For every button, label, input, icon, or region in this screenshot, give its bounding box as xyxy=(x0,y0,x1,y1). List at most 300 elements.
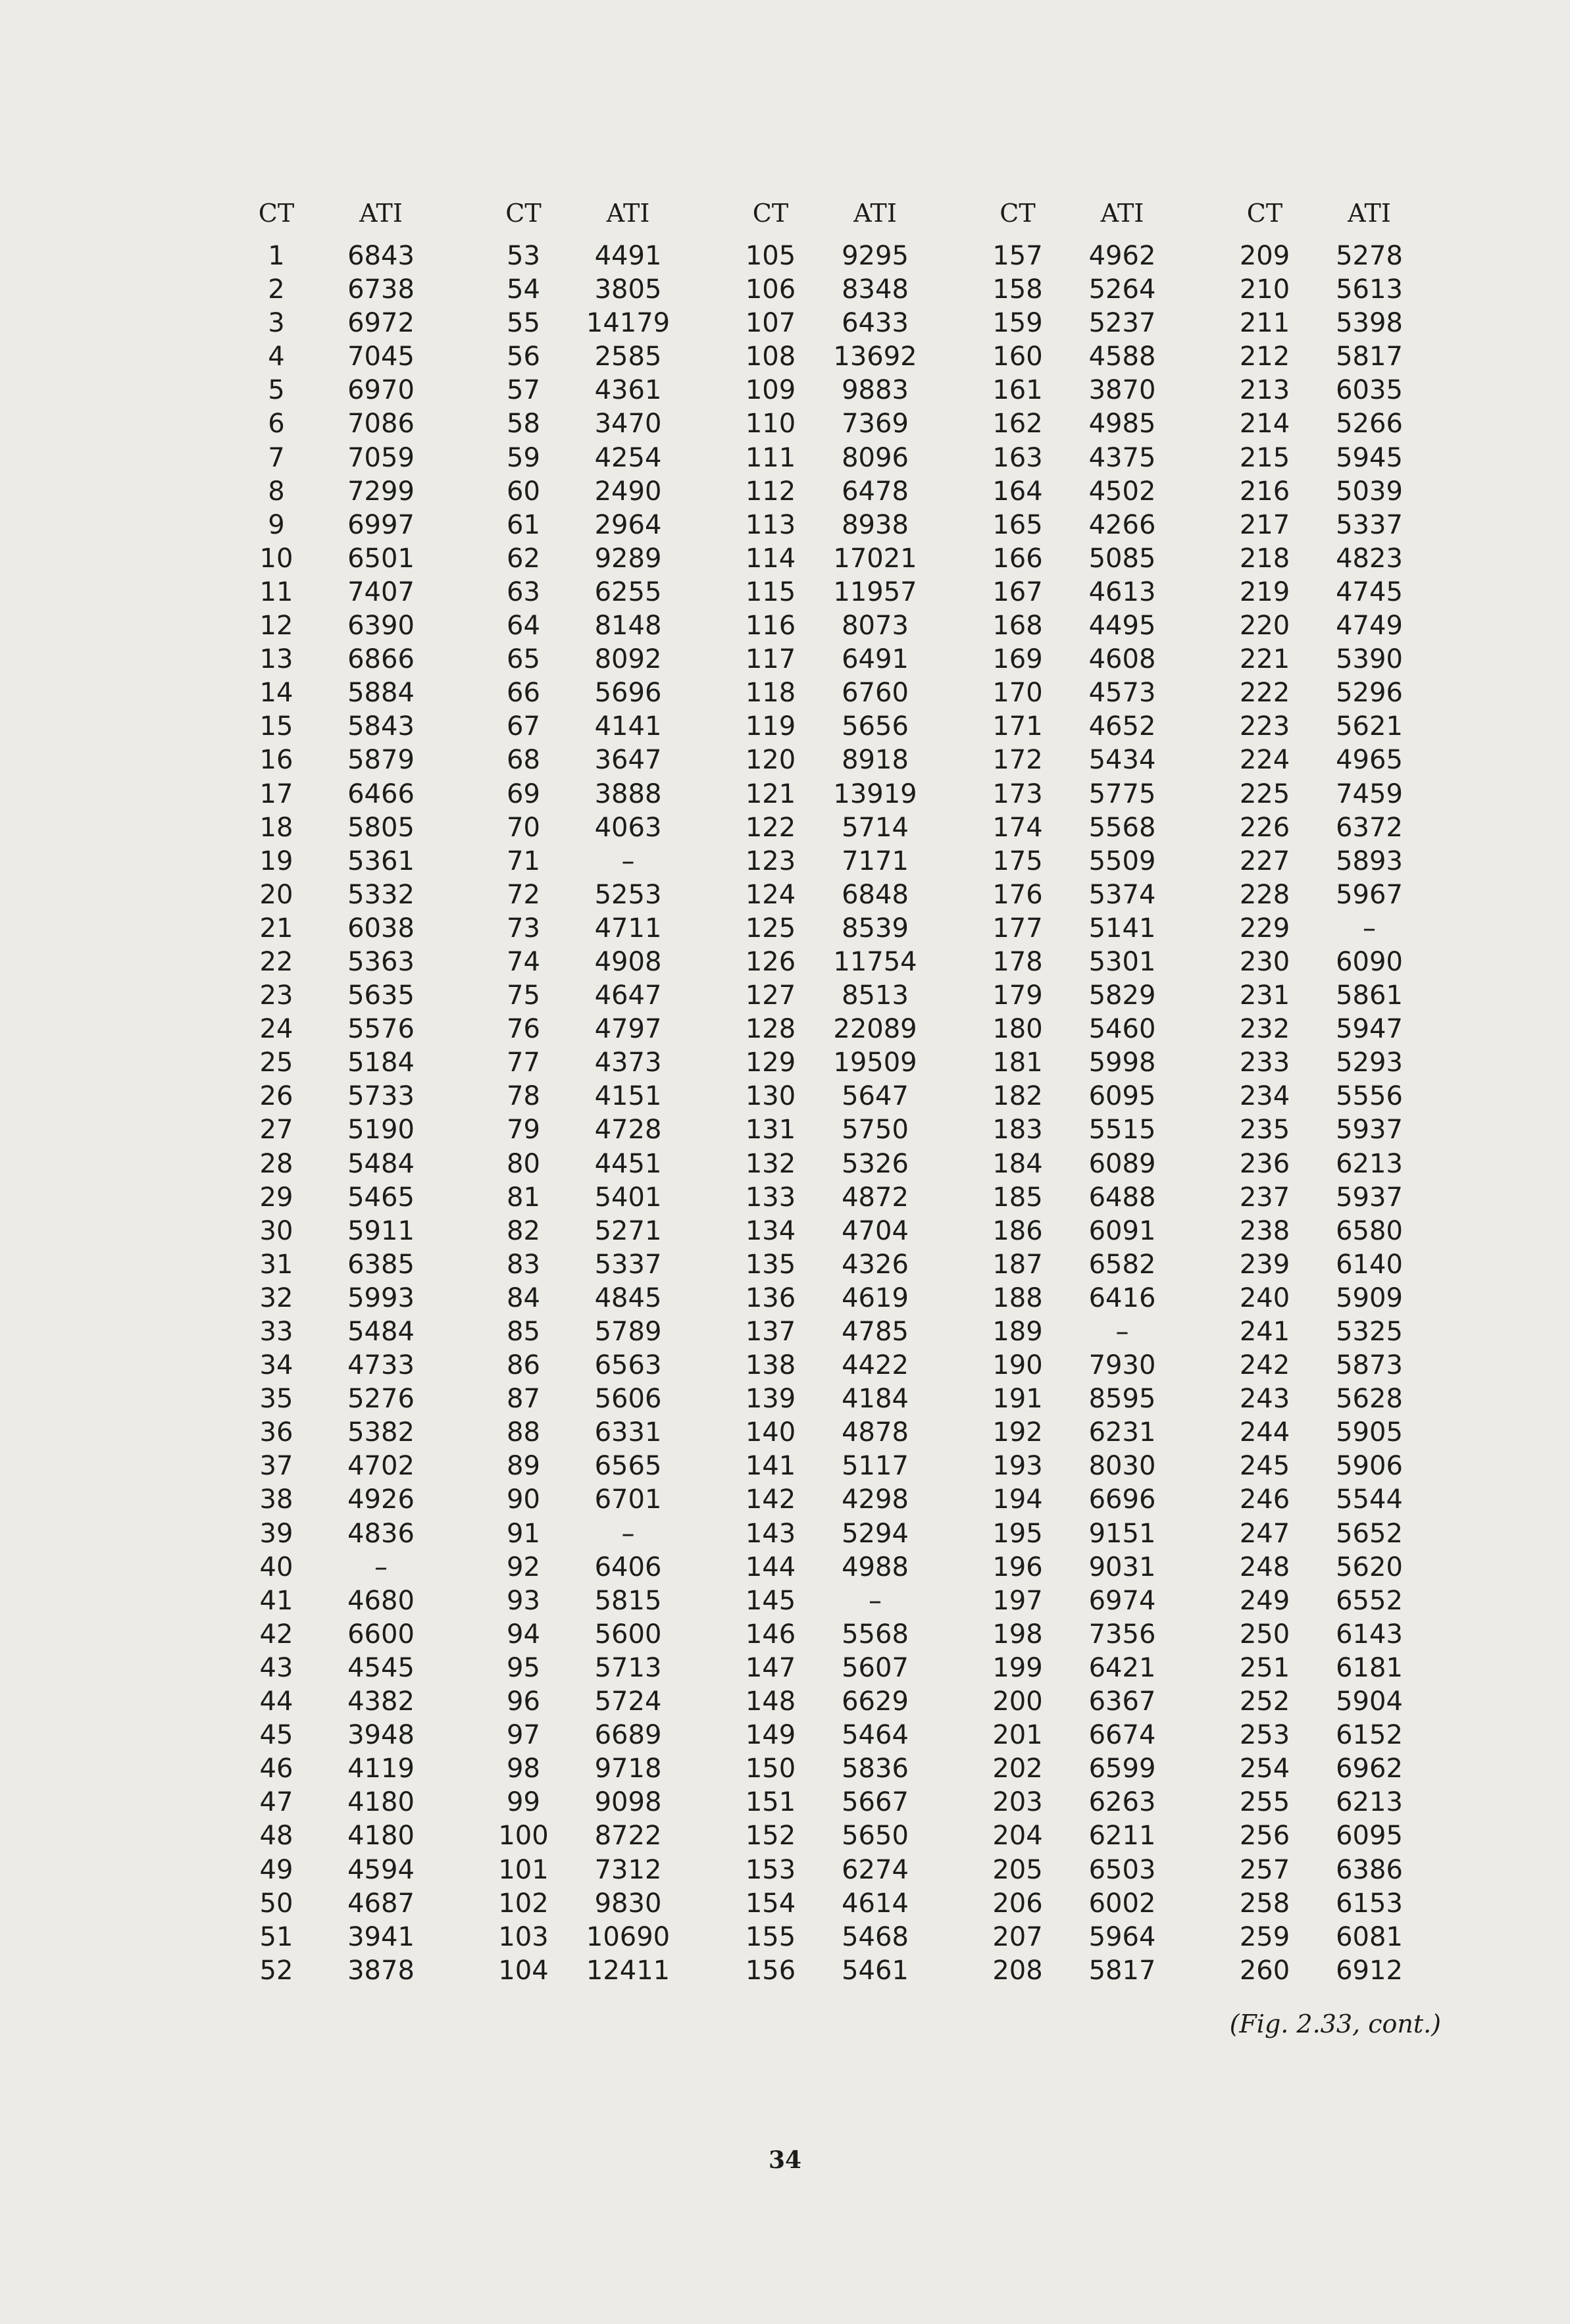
ati-cell: 6582 xyxy=(1088,1249,1156,1280)
ati-cell: 6501 xyxy=(347,543,415,574)
ct-cell: 133 xyxy=(745,1182,796,1213)
ati-cell: 2490 xyxy=(594,476,662,507)
ct-cell: 78 xyxy=(507,1081,540,1112)
ct-cell: 208 xyxy=(992,1955,1043,1986)
ati-cell: 7930 xyxy=(1088,1350,1156,1381)
ati-cell: 6367 xyxy=(1088,1686,1156,1717)
ct-cell: 234 xyxy=(1239,1081,1290,1112)
ct-cell: 159 xyxy=(992,308,1043,339)
ati-cell: 6580 xyxy=(1336,1215,1403,1246)
ct-cell: 53 xyxy=(507,241,540,271)
ct-cell: 7 xyxy=(268,442,285,473)
ati-cell: 6255 xyxy=(594,576,662,607)
ati-cell: 5817 xyxy=(1336,341,1403,372)
ati-cell: 6211 xyxy=(1088,1821,1156,1852)
ct-cell: 217 xyxy=(1239,509,1290,540)
ati-cell: 5401 xyxy=(594,1182,662,1213)
ct-header: CT xyxy=(1000,199,1036,228)
ati-cell: 6629 xyxy=(842,1686,909,1717)
ati-cell: 2964 xyxy=(594,509,662,540)
ati-cell: 6689 xyxy=(594,1720,662,1751)
ati-cell: 3878 xyxy=(347,1955,415,1986)
ati-cell: 4962 xyxy=(1088,241,1156,271)
ct-cell: 73 xyxy=(507,913,540,944)
ct-cell: 127 xyxy=(745,980,796,1011)
ct-cell: 94 xyxy=(507,1619,540,1650)
ati-cell: 5085 xyxy=(1088,543,1156,574)
ct-cell: 144 xyxy=(745,1552,796,1582)
ct-cell: 125 xyxy=(745,913,796,944)
ati-cell: 5434 xyxy=(1088,745,1156,776)
ati-cell: 4361 xyxy=(594,375,662,406)
ct-cell: 204 xyxy=(992,1821,1043,1852)
ati-cell: 4749 xyxy=(1336,611,1403,642)
ct-cell: 162 xyxy=(992,409,1043,440)
ati-cell: 4711 xyxy=(594,913,662,944)
ati-cell: 4985 xyxy=(1088,409,1156,440)
ct-cell: 35 xyxy=(259,1384,293,1415)
ct-cell: 219 xyxy=(1239,576,1290,607)
ati-cell: 5184 xyxy=(347,1048,415,1078)
ati-cell: 22089 xyxy=(833,1014,917,1045)
ct-cell: 4 xyxy=(268,341,285,372)
ati-cell: 5515 xyxy=(1088,1115,1156,1146)
ct-cell: 131 xyxy=(745,1115,796,1146)
ati-cell: 5713 xyxy=(594,1652,662,1683)
ct-cell: 170 xyxy=(992,678,1043,709)
ct-column xyxy=(728,196,813,1988)
column-block-4 xyxy=(976,196,1185,1988)
ati-cell: 3941 xyxy=(347,1921,415,1952)
ati-cell: 6140 xyxy=(1336,1249,1403,1280)
ct-cell: 193 xyxy=(992,1451,1043,1482)
ati-cell: 5464 xyxy=(842,1720,909,1751)
ct-cell: 123 xyxy=(745,846,796,876)
ati-cell: 7407 xyxy=(347,576,415,607)
ati-cell: 6181 xyxy=(1336,1652,1403,1683)
ati-cell: 8092 xyxy=(594,644,662,675)
ati-cell: 6488 xyxy=(1088,1182,1156,1213)
ct-cell: 120 xyxy=(745,745,796,776)
ct-cell: 91 xyxy=(507,1518,540,1549)
ati-cell: 4119 xyxy=(347,1754,415,1784)
ati-cell: 6213 xyxy=(1336,1787,1403,1818)
ct-cell: 252 xyxy=(1239,1686,1290,1717)
ct-cell: 238 xyxy=(1239,1215,1290,1246)
ct-cell: 64 xyxy=(507,611,540,642)
ct-cell: 109 xyxy=(745,375,796,406)
ati-cell: 6152 xyxy=(1336,1720,1403,1751)
ati-cell: 6701 xyxy=(594,1484,662,1515)
ct-cell: 129 xyxy=(745,1048,796,1078)
ct-cell: 28 xyxy=(259,1148,293,1179)
ati-cell: 6552 xyxy=(1336,1585,1403,1616)
ct-cell: 138 xyxy=(745,1350,796,1381)
ct-cell: 66 xyxy=(507,678,540,709)
ati-cell: 6095 xyxy=(1088,1081,1156,1112)
ati-cell: 7171 xyxy=(842,846,909,876)
ati-cell: 11754 xyxy=(833,946,917,977)
ati-cell: 5909 xyxy=(1336,1282,1403,1313)
ati-cell: 6386 xyxy=(1336,1854,1403,1885)
ct-cell: 32 xyxy=(259,1282,293,1313)
ati-cell: – xyxy=(1115,1317,1129,1347)
ati-cell: 5613 xyxy=(1336,274,1403,305)
ct-cell: 108 xyxy=(745,341,796,372)
ct-cell: 155 xyxy=(745,1921,796,1952)
ati-cell: 6089 xyxy=(1088,1148,1156,1179)
ati-cell: 6866 xyxy=(347,644,415,675)
ct-cell: 244 xyxy=(1239,1417,1290,1448)
ct-cell: 222 xyxy=(1239,678,1290,709)
ati-cell: 8513 xyxy=(842,980,909,1011)
ati-cell: 5509 xyxy=(1088,846,1156,876)
ati-cell: 5374 xyxy=(1088,879,1156,910)
ct-cell: 10 xyxy=(259,543,293,574)
ct-cell: 236 xyxy=(1239,1148,1290,1179)
ct-cell: 156 xyxy=(745,1955,796,1986)
ct-cell: 13 xyxy=(259,644,293,675)
ct-cell: 83 xyxy=(507,1249,540,1280)
ati-cell: 9031 xyxy=(1088,1552,1156,1582)
ati-cell: 6466 xyxy=(347,778,415,809)
ct-cell: 255 xyxy=(1239,1787,1290,1818)
ct-cell: 51 xyxy=(259,1921,293,1952)
ati-cell: 5237 xyxy=(1088,308,1156,339)
ct-cell: 164 xyxy=(992,476,1043,507)
ct-cell: 148 xyxy=(745,1686,796,1717)
ati-cell: 4619 xyxy=(842,1282,909,1313)
ct-cell: 257 xyxy=(1239,1854,1290,1885)
ati-cell: 6738 xyxy=(347,274,415,305)
ct-cell: 190 xyxy=(992,1350,1043,1381)
ati-cell: 4495 xyxy=(1088,611,1156,642)
ati-cell: 5937 xyxy=(1336,1182,1403,1213)
ati-cell: 5947 xyxy=(1336,1014,1403,1045)
ati-cell: 5647 xyxy=(842,1081,909,1112)
ati-cell: 6563 xyxy=(594,1350,662,1381)
ati-header: ATI xyxy=(1100,199,1144,228)
ati-cell: 5271 xyxy=(594,1215,662,1246)
ati-cell: 6081 xyxy=(1336,1921,1403,1952)
ati-cell: 5264 xyxy=(1088,274,1156,305)
ct-cell: 101 xyxy=(498,1854,549,1885)
ct-cell: 168 xyxy=(992,611,1043,642)
ati-cell: 2585 xyxy=(594,341,662,372)
ct-cell: 60 xyxy=(507,476,540,507)
ct-cell: 246 xyxy=(1239,1484,1290,1515)
ct-cell: 1 xyxy=(268,241,285,271)
ct-cell: 141 xyxy=(745,1451,796,1482)
ct-cell: 3 xyxy=(268,308,285,339)
figure-caption: (Fig. 2.33, cont.) xyxy=(1229,2009,1441,2038)
ati-cell: 5556 xyxy=(1336,1081,1403,1112)
ati-header: ATI xyxy=(606,199,650,228)
ct-cell: 16 xyxy=(259,745,293,776)
ati-cell: 6038 xyxy=(347,913,415,944)
ati-cell: 5141 xyxy=(1088,913,1156,944)
ct-cell: 171 xyxy=(992,711,1043,742)
ct-cell: 256 xyxy=(1239,1821,1290,1852)
ct-cell: 124 xyxy=(745,879,796,910)
ct-cell: 104 xyxy=(498,1955,549,1986)
ct-cell: 137 xyxy=(745,1317,796,1347)
ati-cell: 9289 xyxy=(594,543,662,574)
ct-cell: 197 xyxy=(992,1585,1043,1616)
ct-cell: 147 xyxy=(745,1652,796,1683)
ct-cell: 107 xyxy=(745,308,796,339)
ct-cell: 149 xyxy=(745,1720,796,1751)
ct-cell: 18 xyxy=(259,812,293,843)
ct-cell: 79 xyxy=(507,1115,540,1146)
ct-cell: 215 xyxy=(1239,442,1290,473)
ct-cell: 220 xyxy=(1239,611,1290,642)
ati-cell: 5117 xyxy=(842,1451,909,1482)
ati-cell: 13692 xyxy=(833,341,917,372)
ct-cell: 189 xyxy=(992,1317,1043,1347)
ct-column xyxy=(1223,196,1307,1988)
ct-cell: 248 xyxy=(1239,1552,1290,1582)
ati-cell: 4545 xyxy=(347,1652,415,1683)
ct-cell: 23 xyxy=(259,980,293,1011)
ct-cell: 41 xyxy=(259,1585,293,1616)
ct-cell: 19 xyxy=(259,846,293,876)
ati-cell: 5775 xyxy=(1088,778,1156,809)
ati-cell: 5276 xyxy=(347,1384,415,1415)
ati-cell: 5879 xyxy=(347,745,415,776)
ati-cell: – xyxy=(1363,913,1376,944)
ati-cell: 14179 xyxy=(586,308,671,339)
ati-cell: 4502 xyxy=(1088,476,1156,507)
ati-cell: 6491 xyxy=(842,644,909,675)
ct-cell: 89 xyxy=(507,1451,540,1482)
ct-cell: 37 xyxy=(259,1451,293,1482)
ct-cell: 30 xyxy=(259,1215,293,1246)
ati-cell: 4836 xyxy=(347,1518,415,1549)
ct-cell: 21 xyxy=(259,913,293,944)
ct-cell: 103 xyxy=(498,1921,549,1952)
ati-cell: 5301 xyxy=(1088,946,1156,977)
ati-cell: 5465 xyxy=(347,1182,415,1213)
ati-cell: 4608 xyxy=(1088,644,1156,675)
ati-cell: 17021 xyxy=(833,543,917,574)
ct-cell: 233 xyxy=(1239,1048,1290,1078)
ati-cell: 8348 xyxy=(842,274,909,305)
ati-cell: 3948 xyxy=(347,1720,415,1751)
ct-cell: 183 xyxy=(992,1115,1043,1146)
ati-cell: 9151 xyxy=(1088,1518,1156,1549)
ati-cell: 5484 xyxy=(347,1317,415,1347)
ati-header: ATI xyxy=(853,199,897,228)
ati-cell: 6997 xyxy=(347,509,415,540)
ati-cell: 4180 xyxy=(347,1821,415,1852)
ati-cell: 4785 xyxy=(842,1317,909,1347)
ati-cell: 3647 xyxy=(594,745,662,776)
ct-cell: 230 xyxy=(1239,946,1290,977)
ati-cell: 9295 xyxy=(842,241,909,271)
ct-cell: 12 xyxy=(259,611,293,642)
ati-cell: 5904 xyxy=(1336,1686,1403,1717)
ct-cell: 200 xyxy=(992,1686,1043,1717)
ct-cell: 250 xyxy=(1239,1619,1290,1650)
ati-header: ATI xyxy=(359,199,403,228)
ct-cell: 205 xyxy=(992,1854,1043,1885)
ct-cell: 207 xyxy=(992,1921,1043,1952)
ati-cell: 5544 xyxy=(1336,1484,1403,1515)
ati-cell: 9883 xyxy=(842,375,909,406)
ati-cell: 5382 xyxy=(347,1417,415,1448)
ct-cell: 243 xyxy=(1239,1384,1290,1415)
ct-cell: 173 xyxy=(992,778,1043,809)
ati-cell: 5906 xyxy=(1336,1451,1403,1482)
ct-cell: 88 xyxy=(507,1417,540,1448)
ct-cell: 142 xyxy=(745,1484,796,1515)
ct-cell: 145 xyxy=(745,1585,796,1616)
ct-cell: 231 xyxy=(1239,980,1290,1011)
ct-cell: 63 xyxy=(507,576,540,607)
ati-cell: 6274 xyxy=(842,1854,909,1885)
ati-column xyxy=(1060,196,1185,1988)
ct-cell: 114 xyxy=(745,543,796,574)
ati-cell: 6962 xyxy=(1336,1754,1403,1784)
ati-cell: 3805 xyxy=(594,274,662,305)
ati-cell: 5337 xyxy=(594,1249,662,1280)
ct-cell: 75 xyxy=(507,980,540,1011)
ati-cell: 4745 xyxy=(1336,576,1403,607)
ct-cell: 210 xyxy=(1239,274,1290,305)
ct-cell: 84 xyxy=(507,1282,540,1313)
ct-cell: 223 xyxy=(1239,711,1290,742)
ati-cell: 5293 xyxy=(1336,1048,1403,1078)
ati-cell: – xyxy=(621,1518,635,1549)
ct-cell: 192 xyxy=(992,1417,1043,1448)
ct-cell: 56 xyxy=(507,341,540,372)
ct-cell: 26 xyxy=(259,1081,293,1112)
ati-cell: 4141 xyxy=(594,711,662,742)
ct-cell: 151 xyxy=(745,1787,796,1818)
ati-cell: 8938 xyxy=(842,509,909,540)
ati-cell: 4326 xyxy=(842,1249,909,1280)
ct-cell: 65 xyxy=(507,644,540,675)
ati-cell: 5332 xyxy=(347,879,415,910)
ati-cell: 4573 xyxy=(1088,678,1156,709)
ct-cell: 201 xyxy=(992,1720,1043,1751)
ati-cell: 5568 xyxy=(842,1619,909,1650)
ct-cell: 24 xyxy=(259,1014,293,1045)
ati-cell: 5829 xyxy=(1088,980,1156,1011)
ct-cell: 182 xyxy=(992,1081,1043,1112)
ct-cell: 249 xyxy=(1239,1585,1290,1616)
ati-cell: 4184 xyxy=(842,1384,909,1415)
ct-cell: 14 xyxy=(259,678,293,709)
ati-cell: 7299 xyxy=(347,476,415,507)
ct-cell: 153 xyxy=(745,1854,796,1885)
ct-cell: 247 xyxy=(1239,1518,1290,1549)
ct-cell: 44 xyxy=(259,1686,293,1717)
ct-cell: 42 xyxy=(259,1619,293,1650)
ati-cell: 6972 xyxy=(347,308,415,339)
ct-cell: 172 xyxy=(992,745,1043,776)
ct-cell: 98 xyxy=(507,1754,540,1784)
ati-cell: 5893 xyxy=(1336,846,1403,876)
ct-column xyxy=(976,196,1060,1988)
ct-cell: 139 xyxy=(745,1384,796,1415)
ct-column xyxy=(482,196,566,1988)
ct-cell: 33 xyxy=(259,1317,293,1347)
ati-cell: 5568 xyxy=(1088,812,1156,843)
ati-cell: 5266 xyxy=(1336,409,1403,440)
ati-cell: 4965 xyxy=(1336,745,1403,776)
ati-cell: 5576 xyxy=(347,1014,415,1045)
ati-cell: 4614 xyxy=(842,1888,909,1919)
ct-cell: 87 xyxy=(507,1384,540,1415)
ati-cell: 5325 xyxy=(1336,1317,1403,1347)
ati-cell: 5993 xyxy=(347,1282,415,1313)
ct-cell: 17 xyxy=(259,778,293,809)
ct-cell: 86 xyxy=(507,1350,540,1381)
ct-cell: 175 xyxy=(992,846,1043,876)
ati-cell: 6478 xyxy=(842,476,909,507)
ct-cell: 6 xyxy=(268,409,285,440)
ct-cell: 128 xyxy=(745,1014,796,1045)
ati-cell: 7312 xyxy=(594,1854,662,1885)
ct-cell: 36 xyxy=(259,1417,293,1448)
ati-cell: 5253 xyxy=(594,879,662,910)
ati-cell: 4733 xyxy=(347,1350,415,1381)
ct-cell: 122 xyxy=(745,812,796,843)
ati-cell: 4728 xyxy=(594,1115,662,1146)
ct-cell: 113 xyxy=(745,509,796,540)
ct-cell: 225 xyxy=(1239,778,1290,809)
ati-cell: 5606 xyxy=(594,1384,662,1415)
ct-cell: 199 xyxy=(992,1652,1043,1683)
ct-cell: 161 xyxy=(992,375,1043,406)
ct-cell: 152 xyxy=(745,1821,796,1852)
ct-cell: 181 xyxy=(992,1048,1043,1078)
ct-cell: 185 xyxy=(992,1182,1043,1213)
ct-cell: 260 xyxy=(1239,1955,1290,1986)
ati-cell: 5750 xyxy=(842,1115,909,1146)
ati-cell: 5620 xyxy=(1336,1552,1403,1582)
ct-cell: 226 xyxy=(1239,812,1290,843)
ct-cell: 119 xyxy=(745,711,796,742)
ct-cell: 105 xyxy=(745,241,796,271)
ati-cell: 4908 xyxy=(594,946,662,977)
ct-cell: 229 xyxy=(1239,913,1290,944)
column-block-5 xyxy=(1223,196,1432,1988)
ati-cell: 4797 xyxy=(594,1014,662,1045)
ct-header: CT xyxy=(258,199,295,228)
ati-cell: 8073 xyxy=(842,611,909,642)
ati-column xyxy=(813,196,938,1988)
ct-cell: 100 xyxy=(498,1821,549,1852)
ati-cell: 7356 xyxy=(1088,1619,1156,1650)
ct-cell: 187 xyxy=(992,1249,1043,1280)
ct-cell: 167 xyxy=(992,576,1043,607)
ct-cell: 106 xyxy=(745,274,796,305)
ati-cell: 6035 xyxy=(1336,375,1403,406)
ati-cell: 6974 xyxy=(1088,1585,1156,1616)
ati-cell: 5937 xyxy=(1336,1115,1403,1146)
ati-cell: 5296 xyxy=(1336,678,1403,709)
ati-cell: 11957 xyxy=(833,576,917,607)
ati-cell: 6433 xyxy=(842,308,909,339)
ati-cell: 5667 xyxy=(842,1787,909,1818)
ati-cell: – xyxy=(869,1585,882,1616)
ati-cell: 5656 xyxy=(842,711,909,742)
ati-cell: 5600 xyxy=(594,1619,662,1650)
ct-cell: 135 xyxy=(745,1249,796,1280)
